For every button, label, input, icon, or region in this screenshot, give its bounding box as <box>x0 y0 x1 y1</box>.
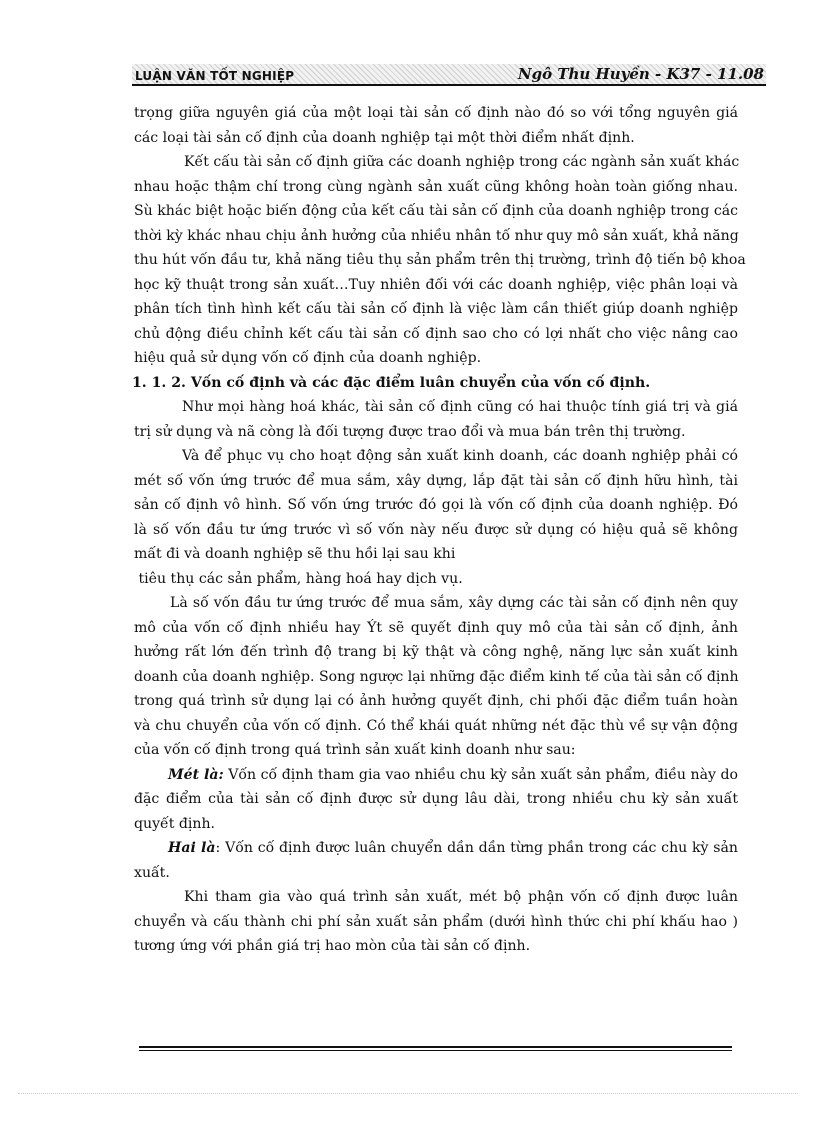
text-line: thời kỳ khác nhau chịu ảnh hưởng của nhiều nhân tố như quy mô sản xuất, khả năng <box>134 227 739 244</box>
text-line: xuất. <box>134 864 170 881</box>
text-line: thu hút vốn đầu tư, khả năng tiêu thụ sản phẩm trên thị trường, trình độ tiến bộ khoa <box>134 252 746 268</box>
text-fragment: Vốn cố định được luân chuyển dần dần từng phần trong các chu kỳ sản <box>225 840 739 856</box>
text-line: hiệu quả sử dụng vốn cố định của doanh nghiệp. <box>134 350 482 366</box>
text-line: Kết cấu tài sản cố định giữa các doanh nghiệp trong các ngành sản xuất khác <box>184 154 740 170</box>
text-line: mét số vốn ứng trước để mua sắm, xây dựng, lắp đặt tài sản cố định hữu hình, tài <box>134 472 738 489</box>
text-line: mô của vốn cố định nhiều hay Ýt sẽ quyết định quy mô của tài sản cố định, ảnh <box>134 619 738 636</box>
text-line <box>134 763 738 788</box>
text-line: là số vốn đầu tư ứng trước vì số vốn này nếu được sử dụng có hiệu quả sẽ không <box>134 521 738 538</box>
text-line: Khi tham gia vào quá trình sản xuất, mét bộ phận vốn cố định được luân <box>184 889 738 905</box>
text-line: Như mọi hàng hoá khác, tài sản cố định cũng có hai thuộc tính giá trị và giá <box>182 399 738 415</box>
text-fragment: Vốn cố định tham gia vao nhiều chu kỳ sản xuất sản phẩm, điều này do <box>228 766 738 783</box>
text-line: hưởng rất lớn đến trình độ trang bị kỹ thật và công nghệ, năng lực sản xuất kinh <box>134 644 738 660</box>
text-line: doanh của doanh nghiệp. Song ngược lại những đặc điểm kinh tế của tài sản cố định <box>134 668 739 685</box>
text-line: mất đi và doanh nghiệp sẽ thu hồi lại sau khi <box>134 546 456 562</box>
text-line: phân tích tình hình kết cấu tài sản cố định là việc làm cần thiết giúp doanh nghiệp <box>134 301 738 317</box>
text-line: Sù khác biệt hoặc biến động của kết cấu tài sản cố định của doanh nghiệp trong các <box>134 203 739 219</box>
text-line: học kỹ thuật trong sản xuất…Tuy nhiên đối với các doanh nghiệp, việc phân loại và <box>134 276 738 293</box>
header-title: LUẬN VĂN TỐT NGHIỆP <box>135 69 295 83</box>
body-text <box>132 101 746 959</box>
text-line: trị sử dụng và nã còng là đối tượng được trao đổi và mua bán trên thị trường. <box>134 423 686 440</box>
text-line: chuyển và cấu thành chi phí sản xuất sản phẩm (dưới hình thức chi phí khấu hao ) <box>134 913 738 930</box>
label-second: Hai là <box>168 840 216 856</box>
text-line: và chu chuyển của vốn cố định. Có thể khái quát những nét đặc thù về sự vận động <box>134 717 738 734</box>
footer-rule <box>139 1046 732 1048</box>
text-line: tiêu thụ các sản phẩm, hàng hoá hay dịch vụ. <box>134 570 463 587</box>
text-line: trọng giữa nguyên giá của một loại tài sản cố định nào đó so với tổng nguyên giá <box>134 105 738 121</box>
label-first: Mét là: <box>168 766 224 783</box>
text-line <box>134 836 738 861</box>
text-line: các loại tài sản cố định của doanh nghiệp tại một thời điểm nhất định. <box>134 129 635 146</box>
text-line: chủ động điều chỉnh kết cấu tài sản cố định sao cho có lợi nhất cho việc nâng cao <box>134 325 738 342</box>
text-line: sản cố định vô hình. Số vốn ứng trước đó gọi là vốn cố định của doanh nghiệp. Đó <box>134 497 738 513</box>
text-line: của vốn cố định trong quá trình sản xuất kinh doanh như sau: <box>134 742 576 758</box>
header-rule <box>132 84 766 86</box>
text-line: đặc điểm của tài sản cố định được sử dụng lâu dài, trong nhiều chu kỳ sản xuất <box>134 791 738 807</box>
text-line: tương ứng với phần giá trị hao mòn của tài sản cố định. <box>134 938 531 954</box>
text-line: Và để phục vụ cho hoạt động sản xuất kinh doanh, các doanh nghiệp phải có <box>182 448 738 464</box>
text-line: trong quá trình sử dụng lại có ảnh hưởng quyết định, chi phối đặc điểm tuần hoàn <box>134 693 738 709</box>
text-line: nhau hoặc thậm chí trong cùng ngành sản xuất cũng không hoàn toàn giống nhau. <box>134 178 738 195</box>
header-author: Ngô Thu Huyền - K37 - 11.08 <box>517 65 764 83</box>
label-colon: : <box>215 840 221 856</box>
text-line: quyết định. <box>134 815 216 832</box>
page-edge <box>18 1093 798 1094</box>
footer-rule-thin <box>139 1050 732 1051</box>
text-line: Là số vốn đầu tư ứng trước để mua sắm, xây dựng các tài sản cố định nên quy <box>170 595 738 611</box>
section-heading: 1. 1. 2. Vốn cố định và các đặc điểm luân chuyển của vốn cố định. <box>132 374 651 391</box>
